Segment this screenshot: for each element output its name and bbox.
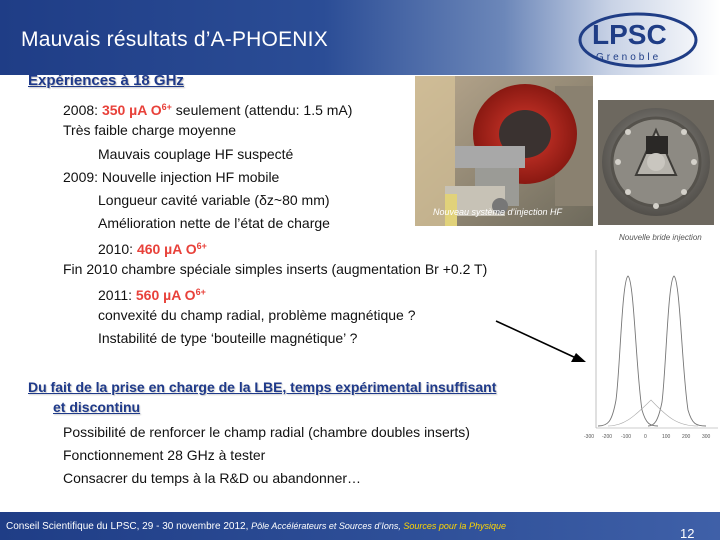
lbe-line-1: Du fait de la prise en charge de la LBE, temps expérimental insuffisant [28, 379, 497, 395]
section-heading-18ghz: Expériences à 18 GHz [28, 72, 184, 89]
tick-label-1: -200 [602, 434, 613, 440]
footer-sources: Sources pour la Physique [403, 521, 506, 531]
tick-label-2: -100 [621, 434, 632, 440]
field-profile-plot [578, 250, 720, 445]
line-instabilite: Instabilité de type ‘bouteille magnétique’ ? [98, 330, 358, 346]
footer-bar [0, 512, 720, 540]
tick-label-4: 100 [662, 434, 671, 440]
value-560: 560 µA O [135, 287, 196, 303]
curve-left-peak [598, 276, 658, 426]
line-2008-text: seulement (attendu: 1.5 mA) [171, 102, 353, 118]
value-350: 350 µA O [101, 102, 162, 118]
line-couplage: Mauvais couplage HF suspecté [98, 146, 294, 162]
line-cavite: Longueur cavité variable (δz~80 mm) [98, 192, 330, 208]
slide-title: Mauvais résultats d’A-PHOENIX [21, 28, 328, 51]
curve-center [608, 400, 698, 426]
line-renforcer: Possibilité de renforcer le champ radial (chambre doubles inserts) [63, 424, 470, 440]
line-28ghz: Fonctionnement 28 GHz à tester [63, 447, 266, 463]
footer-conference: Conseil Scientifique du LPSC, 29 - 30 novembre 2012, [6, 521, 252, 532]
charge-6plus: 6+ [196, 241, 207, 251]
curve-right-peak [648, 276, 706, 426]
year-2011: 2011: [98, 287, 136, 303]
caption-injection-flange: Nouvelle bride injection [619, 233, 702, 242]
line-amelioration: Amélioration nette de l’état de charge [98, 215, 330, 231]
line-fin-2010: Fin 2010 chambre spéciale simples inserts (augmentation Br +0.2 T) [63, 261, 488, 277]
year-2008: 2008: [63, 102, 102, 118]
charge-6plus: 6+ [195, 287, 206, 297]
value-460: 460 µA O [136, 241, 197, 257]
logo-text-bottom: Grenoble [596, 52, 662, 63]
year-2010: 2010: [98, 241, 137, 257]
line-convexite: convexité du champ radial, problème magnétique ? [98, 307, 416, 323]
tick-label-5: 200 [682, 434, 691, 440]
lbe-line-2: et discontinu [53, 399, 141, 415]
footer-text [6, 521, 506, 532]
line-charge: Très faible charge moyenne [63, 122, 237, 138]
tick-label-3: 0 [644, 434, 647, 440]
charge-6plus: 6+ [161, 102, 172, 112]
line-rd: Consacrer du temps à la R&D ou abandonner… [63, 470, 362, 486]
tick-label-0: -300 [584, 434, 595, 440]
tick-label-6: 300 [702, 434, 711, 440]
caption-injection-system: Nouveau système d’injection HF [433, 207, 563, 217]
logo-text-top: LPSC [592, 19, 667, 50]
field-profile-chart [578, 250, 720, 445]
line-2009: 2009: Nouvelle injection HF mobile [63, 169, 280, 185]
page-number: 12 [680, 526, 695, 540]
footer-pole: Pôle Accélérateurs et Sources d’Ions, [251, 521, 404, 531]
